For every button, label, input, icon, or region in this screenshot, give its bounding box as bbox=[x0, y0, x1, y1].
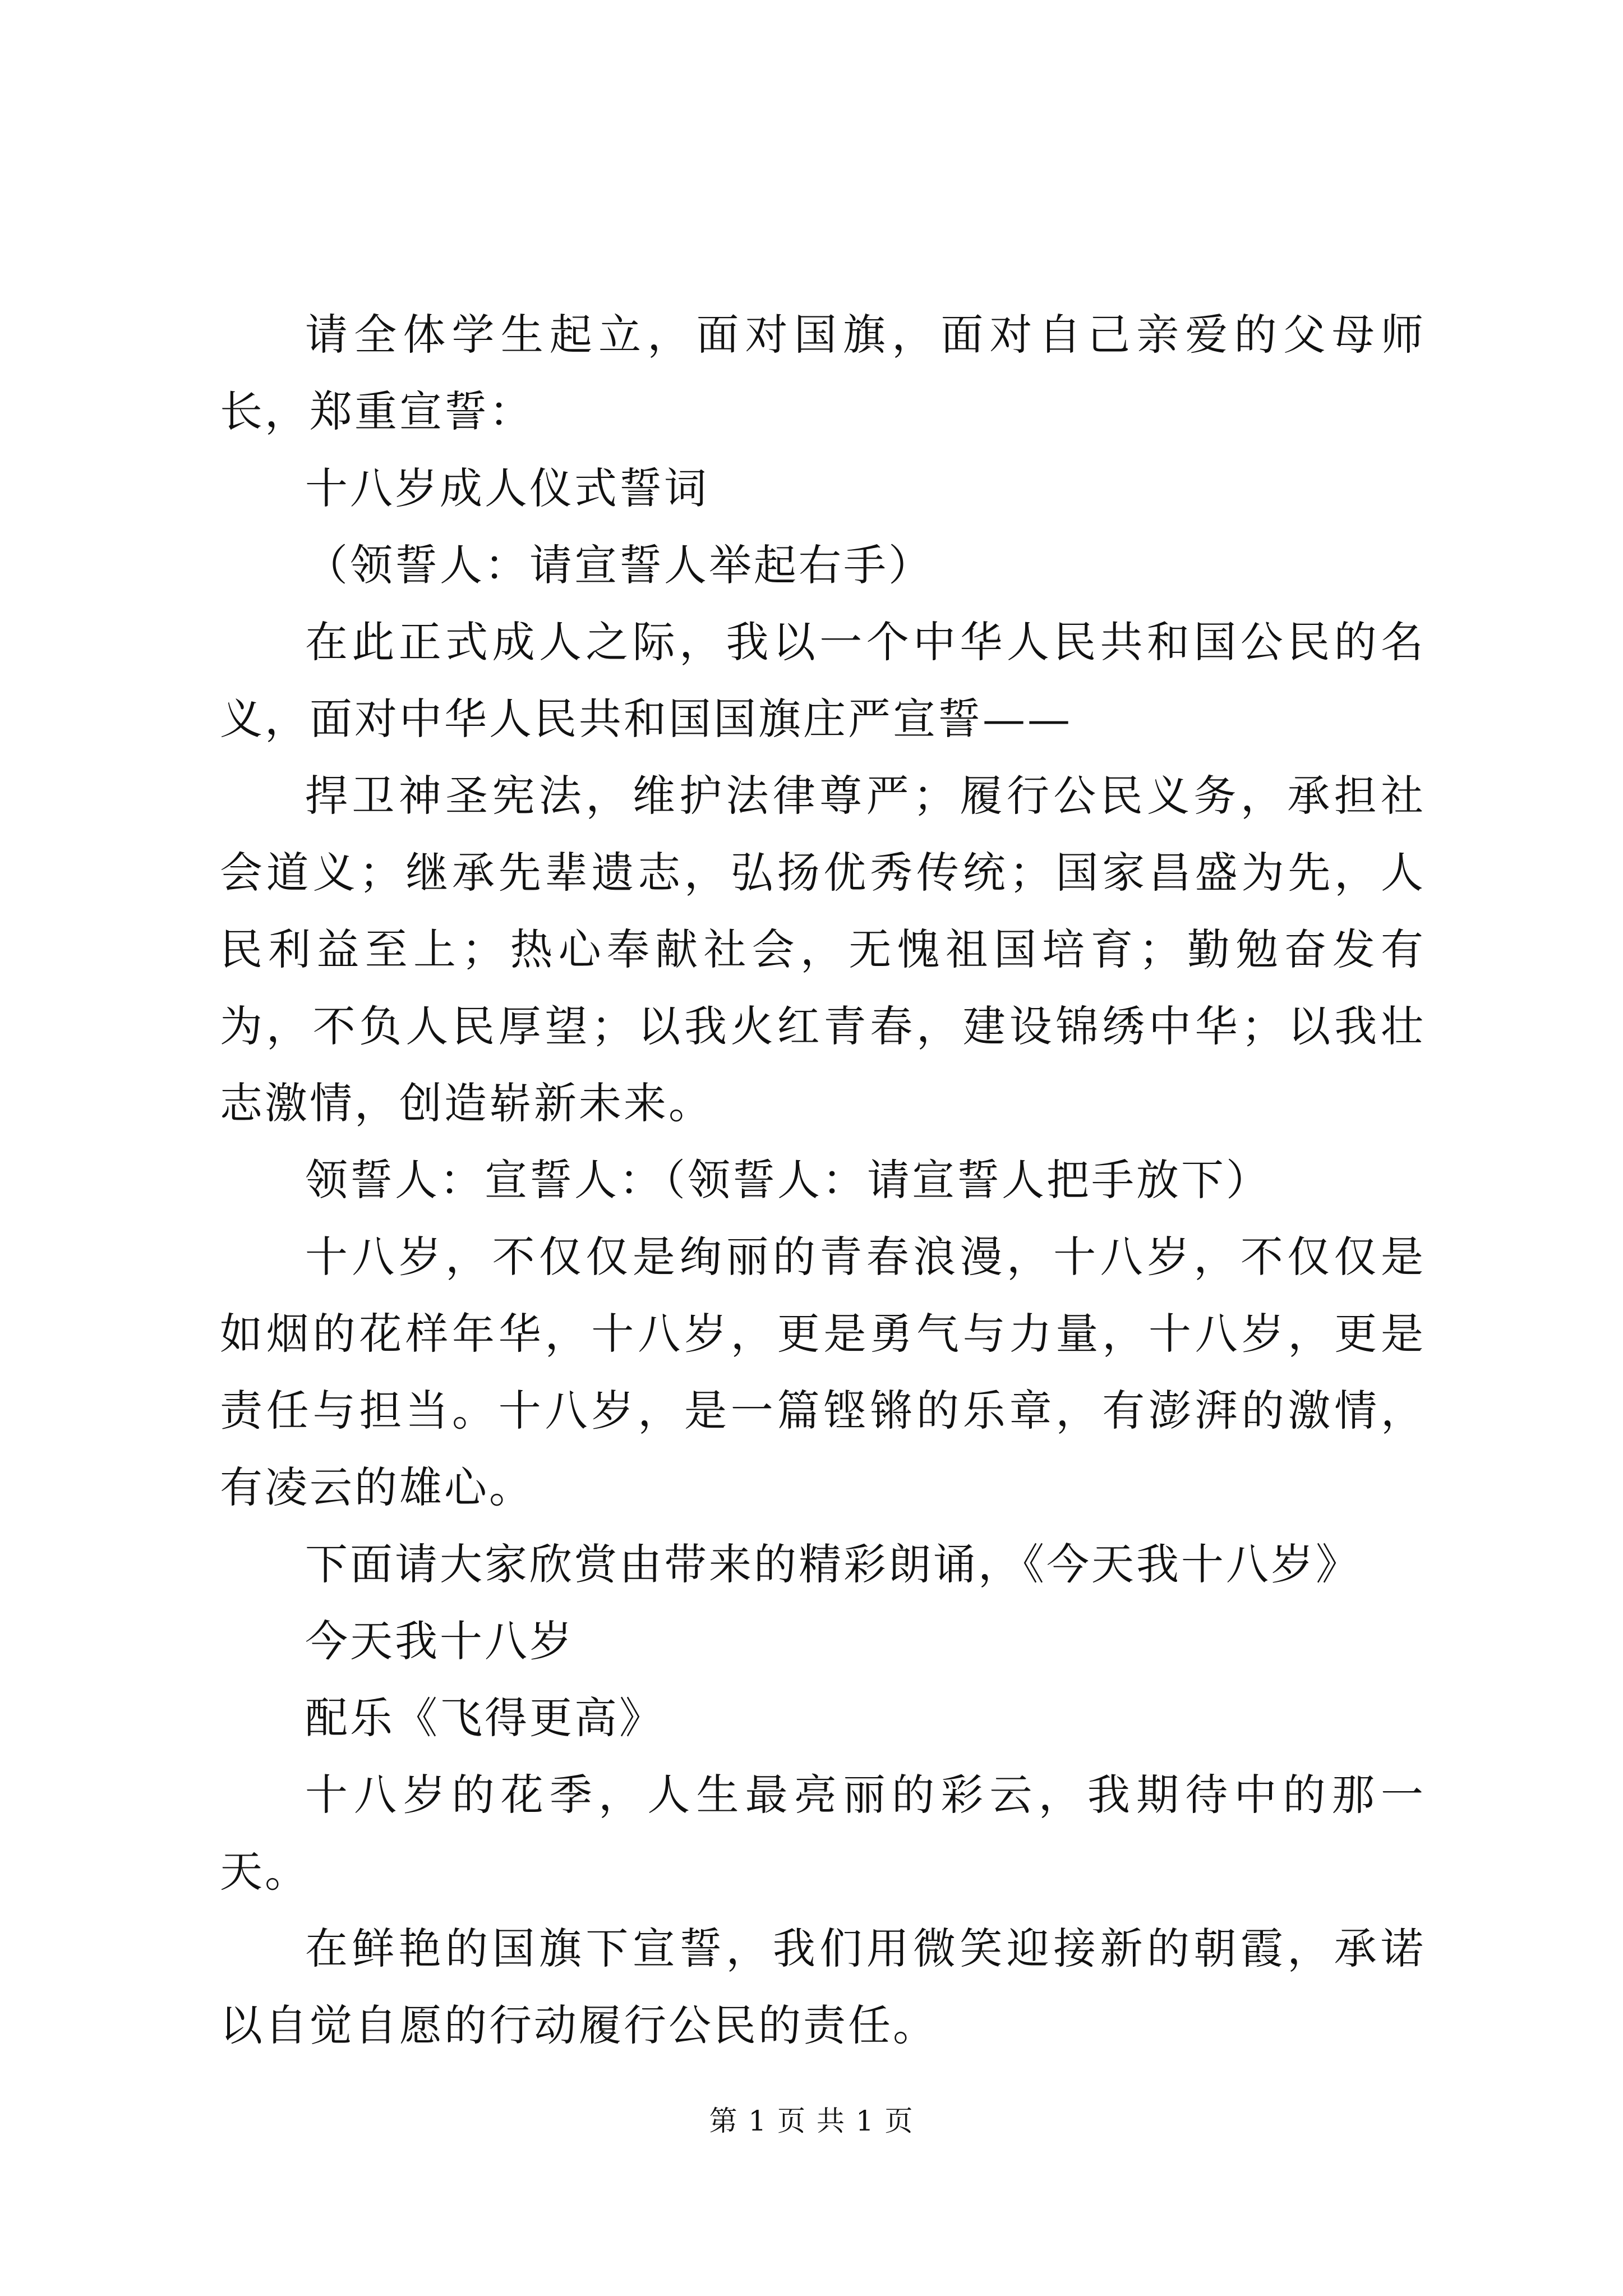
paragraph-oath-title: 十八岁成人仪式誓词 bbox=[305, 463, 709, 513]
paragraph-poem-title: 今天我十八岁 bbox=[305, 1616, 574, 1666]
page-number-footer: 第 1 页 共 1 页 bbox=[709, 2105, 914, 2137]
paragraph-oath-text: 捍卫神圣宪法，维护法律尊严；履行公民义务，承担社会道义；继承先辈遗志，弘扬优秀传统；国家昌盛为先，人民利益至上；热心奉献社会，无愧祖国培育；勤勉奋发有为，不负人民厚望；以我火红青春，建设锦绣中华；以我壮志激情，创造崭新未来。 bbox=[220, 771, 1426, 1128]
paragraph-poem-line-1: 十八岁的花季，人生最亮丽的彩云，我期待中的那一天。 bbox=[220, 1770, 1426, 1897]
paragraph-recital-intro: 下面请大家欣赏由带来的精彩朗诵，《今天我十八岁》 bbox=[305, 1539, 1361, 1589]
paragraph-oath-intro: 在此正式成人之际，我以一个中华人民共和国公民的名义，面对中华人民共和国国旗庄严宣誓—— bbox=[220, 617, 1426, 744]
paragraph-poem-line-2: 在鲜艳的国旗下宣誓，我们用微笑迎接新的朝霞，承诺以自觉自愿的行动履行公民的责任。 bbox=[220, 1924, 1426, 2050]
paragraph-eighteen: 十八岁，不仅仅是绚丽的青春浪漫，十八岁，不仅仅是如烟的花样年华，十八岁，更是勇气与力量，十八岁，更是责任与担当。十八岁，是一篇铿锵的乐章，有澎湃的激情，有凌云的雄心。 bbox=[220, 1232, 1426, 1512]
document-body bbox=[220, 296, 1426, 2064]
paragraph-raise-hand: （领誓人：请宣誓人举起右手） bbox=[305, 540, 933, 590]
paragraph-oath-call: 请全体学生起立，面对国旗，面对自己亲爱的父母师长，郑重宣誓： bbox=[220, 310, 1426, 436]
paragraph-music: 配乐《飞得更高》 bbox=[305, 1693, 664, 1743]
paragraph-hand-down: 领誓人：宣誓人：（领誓人：请宣誓人把手放下） bbox=[305, 1155, 1271, 1205]
